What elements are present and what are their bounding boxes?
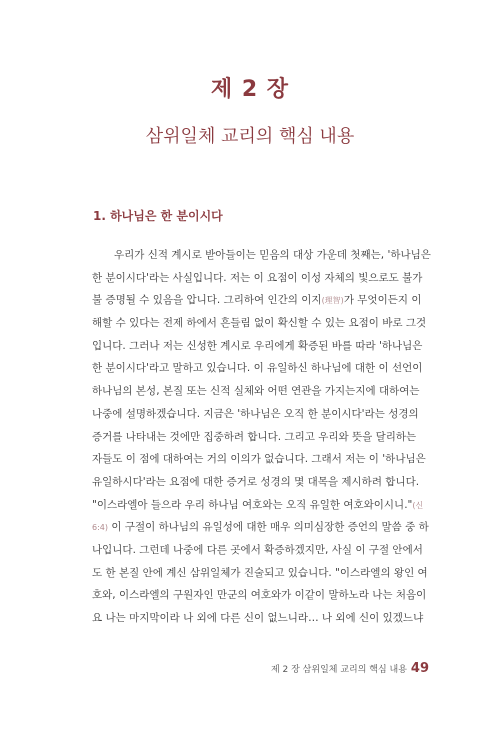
chapter-label: 제 2 장 (210, 77, 290, 102)
chapter-title: 삼위일체 교리의 핵심 내용 (145, 126, 355, 147)
body-line-text: 이 구절이 하나님의 유일성에 대한 매우 의미심장한 증언의 말씀 중 하 (108, 521, 429, 534)
body-line: 나입니다. 그런데 나중에 다른 곳에서 확증하겠지만, 사실 이 구절 안에서 (92, 543, 423, 556)
scripture-reference: (신 (412, 500, 424, 510)
section-heading: 1. 하나님은 한 분이시다 (93, 209, 223, 223)
body-line (92, 494, 424, 517)
body-line: 자들도 이 점에 대하여는 거의 이의가 없습니다. 그래서 저는 이 '하나님은 (92, 453, 426, 466)
body-line: 호와, 이스라엘의 구원자인 만군의 여호와가 이같이 말하노라 나는 처음이 (92, 589, 427, 602)
body-line (92, 289, 422, 312)
body-paragraph (92, 244, 431, 630)
body-line-text: 불 증명될 수 있음을 압니다. 그리하여 인간의 이지 (92, 294, 322, 307)
body-line (92, 516, 429, 539)
body-line: 한 분이시다'라고 말하고 있습니다. 이 유일하신 하나님에 대한 이 선언이 (92, 362, 423, 375)
body-line-text: 가 무엇이든지 이 (343, 294, 422, 307)
body-line: 증거를 나타내는 것에만 집중하려 합니다. 그리고 우리와 뜻을 달리하는 (92, 430, 417, 443)
scripture-reference: 6:4) (92, 523, 108, 533)
body-line: 요 나는 마지막이라 나 외에 다른 신이 없느니라… 나 외에 신이 있겠느냐 (92, 612, 424, 624)
scripture-quote: "이스라엘아 들으라 우리 하나님 여호와는 오직 유일한 여호와이시니." (92, 498, 413, 511)
body-line: 도 한 본질 안에 계신 삼위일체가 진술되고 있습니다. "이스라엘의 왕인 여 (92, 566, 428, 579)
page-number: 49 (410, 661, 429, 676)
page-footer (271, 658, 429, 677)
body-line: 해할 수 있다는 전제 하에서 흔들림 없이 확신할 수 있는 요점이 바로 그것 (92, 317, 427, 330)
body-line: 유일하시다'라는 요점에 대한 증거로 성경의 몇 대목을 제시하려 합니다. (92, 475, 420, 488)
body-line: 입니다. 그러나 저는 신성한 계시로 우리에게 확증된 바를 따라 '하나님은 (92, 339, 423, 352)
running-title: 제 2 장 삼위일체 교리의 핵심 내용 (270, 665, 407, 675)
body-line: 우리가 신적 계시로 받아들이는 믿음의 대상 가운데 첫째는, '하나님은 (114, 249, 431, 261)
body-line: 하나님의 본성, 본질 또는 신적 실체와 어떤 연관을 가지는지에 대하여는 (92, 385, 420, 398)
hanja-annotation: (理智) (321, 296, 344, 306)
body-line: 한 분이시다'라는 사실입니다. 저는 이 요점이 이성 자체의 빛으로도 불가 (92, 271, 423, 284)
body-line: 나중에 설명하겠습니다. 지금은 '하나님은 오직 한 분이시다'라는 성경의 (92, 407, 419, 420)
